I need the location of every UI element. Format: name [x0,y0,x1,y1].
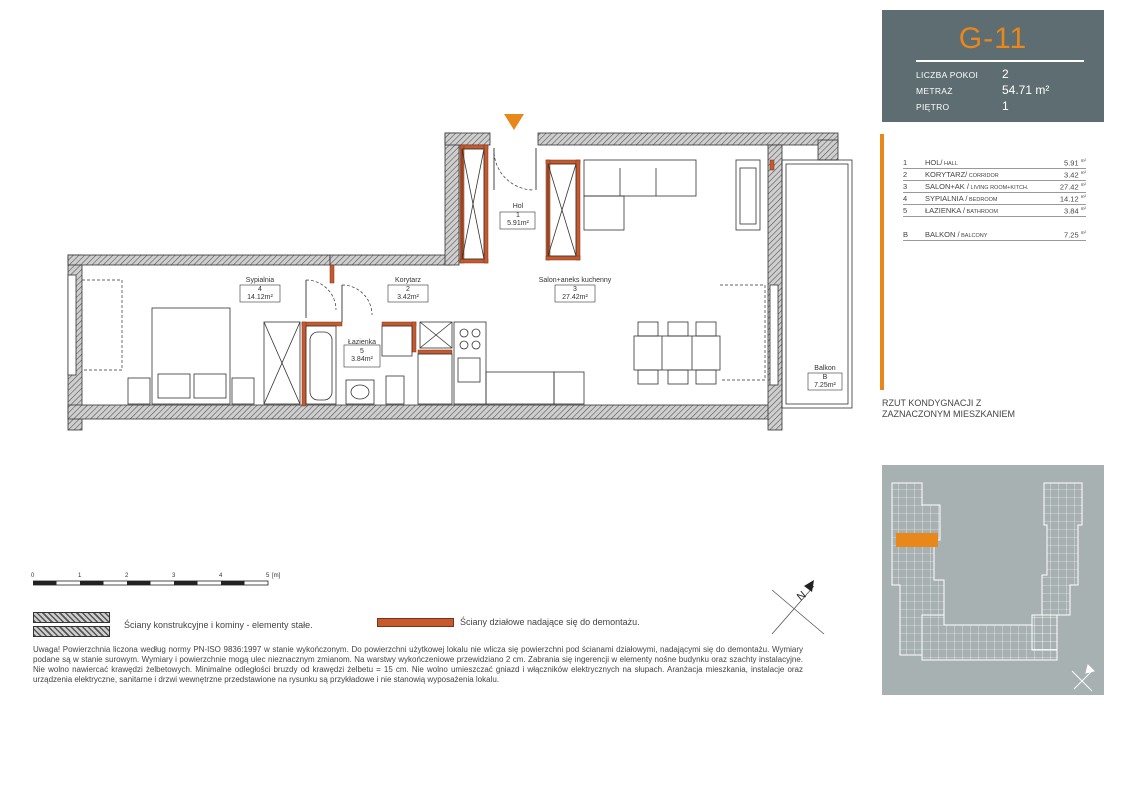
spec-value-floor: 1 [1002,99,1009,113]
entrance-arrow-icon [504,114,524,130]
spec-value-area: 54.71 m² [1002,83,1050,97]
room-row [903,229,1086,241]
room-row [903,169,1086,181]
scale-tick: 1 [78,573,82,579]
room-area: 5.91 $^{m^2}$ [1064,158,1086,168]
legend-structural-text: Ściany konstrukcyjne i kominy - elementy stałe. [124,620,313,630]
highlighted-unit [896,533,938,547]
room-number: 2 [903,170,908,179]
room-row [903,193,1086,205]
legend-structural-swatch-2 [33,626,110,637]
plan-label-korytarz: Korytarz 2 3.42m² [394,277,422,301]
scale-unit: [m] [272,573,281,579]
room-number: 1 [903,158,908,167]
room-number: 5 [903,206,908,215]
disclaimer-text: Uwaga! Powierzchnia liczona według normy PN-ISO 9836:1997 w stanie wykończonym. Do powierzchni użytkowej lokalu nie wlicza się powierzchni pod ścianami działowymi, nadającymi się do demontażu. Wymiary podane są w stanie surowym. Wymiary i powierzchnie mogą ulec nieznacznym zmianom. Na warstwy wykończeniowe przewidziano 2 cm. Zabrania się ingerencji w elementy nośne budynku oraz szachty instalacyjne. Nie wolno nawiercać krawędzi żelbetowych. Minimalne odległości bruzdy od krawędzi żelbetu = 15 cm. Nie wolno umieszczać gniazd i włączników elektrycznych na słupach. Aranżacja mieszkania, instalacje oraz urządzenia elektryczne, sanitarne i drzwi wewnętrzne przedstawione na rysunku są przykładowe i nie stanowią wyposażenia lokalu. [33,645,803,684]
floor-plan [0,100,870,450]
room-name: BALKON / BALCONY [925,230,988,239]
room-name: SALON+AK / LIVING ROOM+KITCH. [925,182,1029,191]
room-area: 3.84 $^{m^2}$ [1064,206,1086,216]
key-plan [882,465,1104,695]
room-name: HOL/ HALL [925,158,958,167]
spec-label-area: METRAŻ [916,86,953,96]
room-area: 14.12 $^{m^2}$ [1059,194,1086,204]
scale-bar [33,570,293,590]
room-area: 7.25 $^{m^2}$ [1064,230,1086,240]
room-row [903,205,1086,217]
spec-label-rooms: LICZBA POKOI [916,70,979,80]
svg-text:N: N [794,589,809,604]
plan-label-balkon: Balkon B 7.25m² [814,365,836,389]
scale-tick: 4 [219,573,223,579]
legend-removable-swatch [377,618,454,627]
room-area: 27.42 $^{m^2}$ [1059,182,1086,192]
plan-label-salon: Salon+aneks kuchenny 3 27.42m² [538,277,612,301]
room-number: 3 [903,182,908,191]
scale-tick: 0 [31,573,35,579]
unit-header-panel [882,10,1104,122]
legend-structural-swatch [33,612,110,623]
plan-label-hol: Hol 1 5.91m² [507,203,529,227]
north-arrow-icon [768,578,828,638]
plan-label-lazienka: Łazienka 5 3.84m² [347,339,377,363]
plan-label-sypialnia: Sypialnia 4 14.12m² [245,277,275,301]
room-area: 3.42 $^{m^2}$ [1064,170,1086,180]
spec-label-floor: PIĘTRO [916,102,950,112]
north-arrow-icon [1072,665,1094,691]
room-row [903,157,1086,169]
legend-removable-text: Ściany działowe nadające się do demontażu. [460,617,640,627]
key-plan-caption: RZUT KONDYGNACJI Z ZAZNACZONYM MIESZKANIEM [882,398,1016,419]
unit-code: G-11 [958,22,1028,55]
room-name: KORYTARZ/ CORRIDOR [925,170,999,179]
room-row [903,181,1086,193]
room-name: ŁAZIENKA / BATHROOM [925,206,998,215]
room-name: SYPIALNIA / BEDROOM [925,194,998,203]
spec-value-rooms: 2 [1002,67,1009,81]
accent-bar [880,134,884,390]
scale-tick: 2 [125,573,129,579]
scale-tick: 3 [172,573,176,579]
room-number: B [903,230,909,239]
header-divider [916,60,1084,62]
scale-tick: 5 [266,573,270,579]
room-number: 4 [903,194,908,203]
